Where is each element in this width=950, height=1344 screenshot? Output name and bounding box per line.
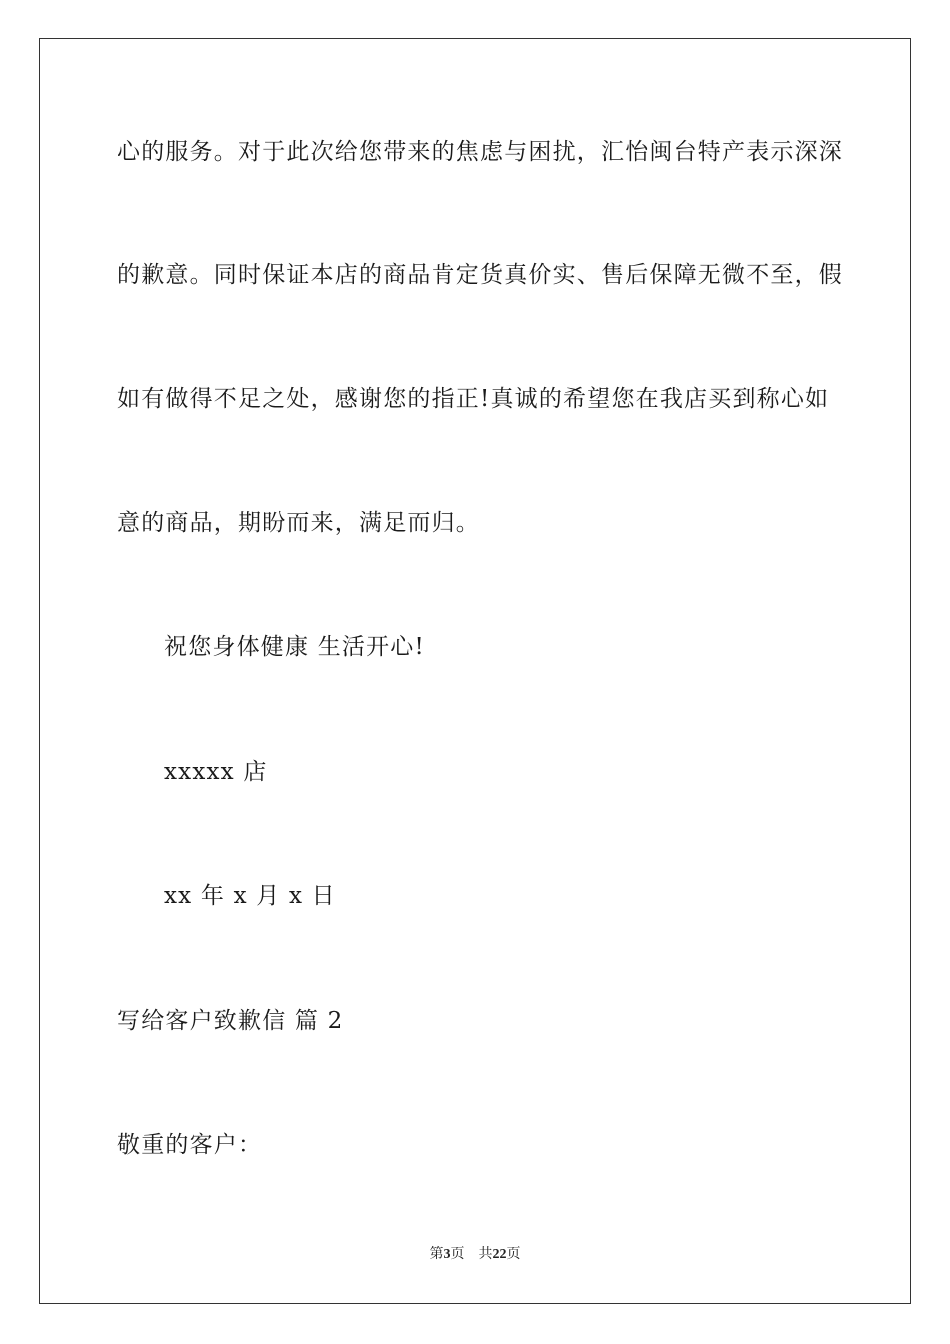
page-prefix: 第 bbox=[429, 1247, 444, 1262]
section-title: 写给客户致歉信 篇 2 bbox=[117, 1008, 344, 1034]
page-number: 3 bbox=[443, 1247, 451, 1262]
total-suffix: 页 bbox=[506, 1247, 521, 1262]
page-footer bbox=[0, 1246, 950, 1264]
paragraph-line-3: 如有做得不足之处，感谢您的指正!真诚的希望您在我店买到称心如 bbox=[117, 386, 830, 412]
paragraph-line-2: 的歉意。同时保证本店的商品肯定货真价实、售后保障无微不至，假 bbox=[117, 262, 843, 288]
total-prefix: 共 bbox=[478, 1247, 493, 1262]
paragraph-line-1: 心的服务。对于此次给您带来的焦虑与困扰，汇怡闽台特产表示深深 bbox=[117, 139, 843, 165]
paragraph-line-4: 意的商品，期盼而来，满足而归。 bbox=[117, 510, 480, 536]
page-border bbox=[39, 38, 911, 1304]
closing-wish: 祝您身体健康 生活开心! bbox=[164, 634, 425, 660]
salutation: 敬重的客户： bbox=[117, 1132, 263, 1158]
total-pages: 22 bbox=[492, 1247, 507, 1262]
page-suffix: 页 bbox=[450, 1247, 465, 1262]
letter-date: xx 年 x 月 x 日 bbox=[164, 883, 336, 909]
signature-store: xxxxx 店 bbox=[164, 759, 268, 785]
